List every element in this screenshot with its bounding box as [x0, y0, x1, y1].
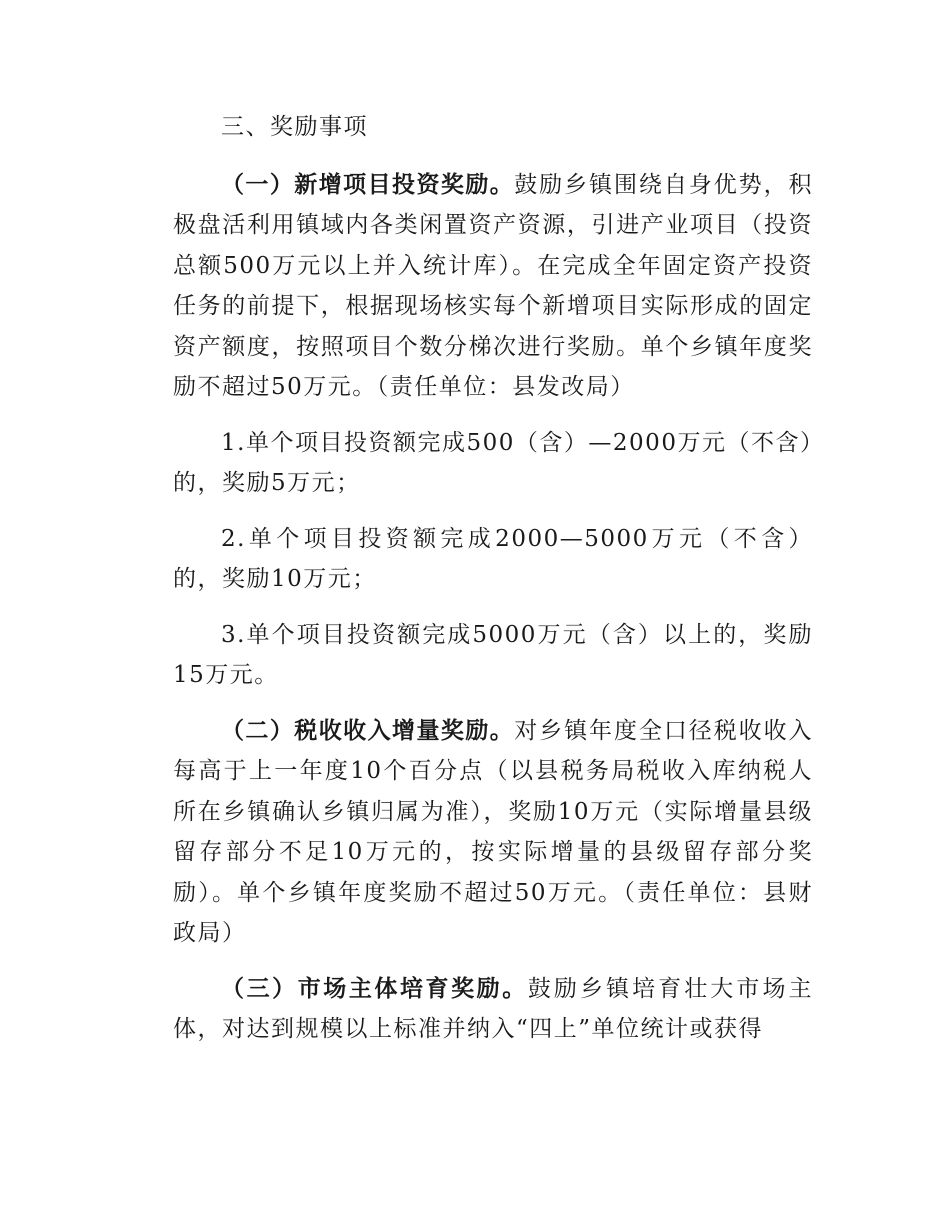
- sub-item-3: 3.单个项目投资额完成5000万元（含）以上的，奖励15万元。: [173, 621, 813, 688]
- document-page: [173, 107, 813, 1065]
- sub-item-1: 1.单个项目投资额完成500（含）—2000万元（不含）的，奖励5万元；: [173, 429, 813, 496]
- item2-heading: （二）税收收入增量奖励。: [221, 717, 515, 744]
- item1-heading: （一）新增项目投资奖励。: [221, 171, 515, 198]
- item2-paragraph: [173, 711, 813, 954]
- item1-paragraph: [173, 165, 813, 408]
- sub-item-2: 2.单个项目投资额完成2000—5000万元（不含）的，奖励10万元；: [173, 525, 813, 592]
- item3-body: 鼓励乡镇培育壮大市场主体，对达到规模以上标准并纳入“四上”单位统计或获得: [173, 975, 814, 1042]
- item3-heading: （三）市场主体培育奖励。: [221, 975, 528, 1002]
- item3-paragraph: [173, 969, 813, 1050]
- item2-body: 对乡镇年度全口径税收收入每高于上一年度10个百分点（以县税务局税收入库纳税人所在乡镇确认乡镇归属为准），奖励10万元（实际增量县级留存部分不足10万元的，按实际增量的县级留存部分奖励）。单个乡镇年度奖励不超过50万元。（责任单位：县财政局）: [173, 717, 814, 946]
- section-title: 三、奖励事项: [221, 114, 368, 140]
- item1-body: 鼓励乡镇围绕自身优势，积极盘活利用镇域内各类闲置资产资源，引进产业项目（投资总额500万元以上并入统计库）。在完成全年固定资产投资任务的前提下，根据现场核实每个新增项目实际形成的固定资产额度，按照项目个数分梯次进行奖励。单个乡镇年度奖励不超过50万元。（责任单位：县发改局）: [173, 171, 814, 400]
